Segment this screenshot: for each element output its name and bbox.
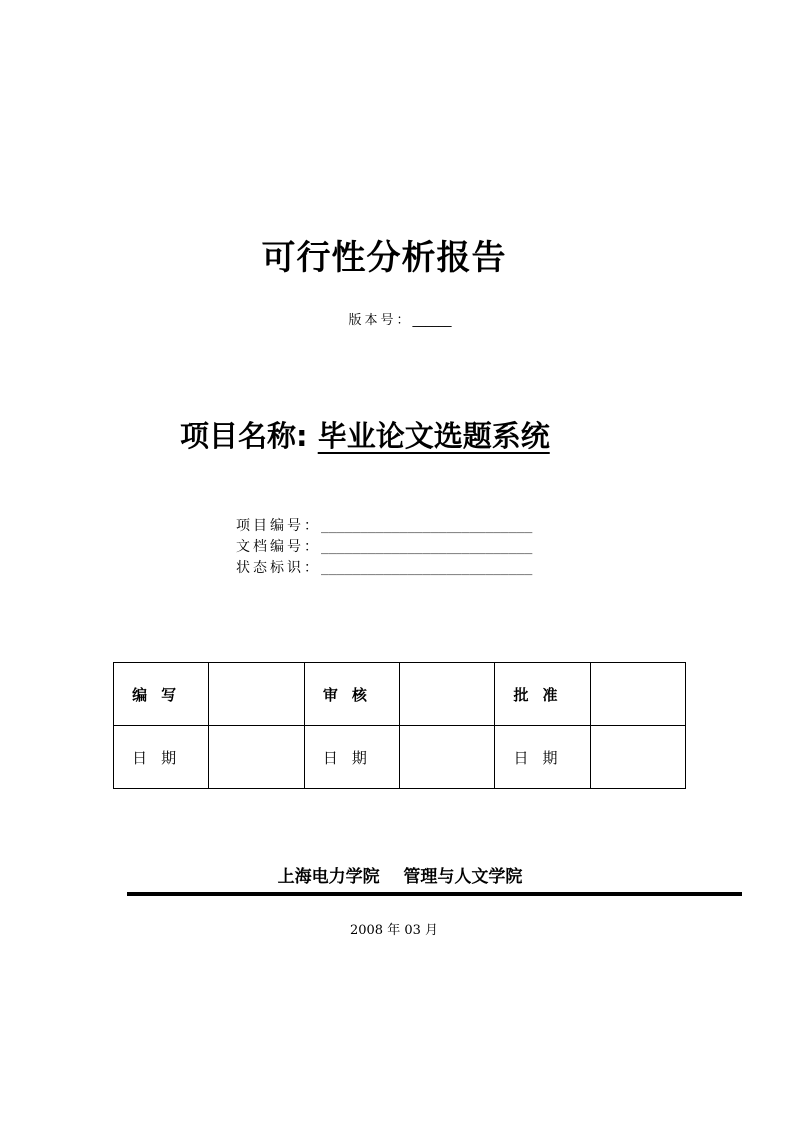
project-name-line — [180, 414, 610, 455]
meta-field-blank: ___________________________ — [321, 540, 533, 555]
document-meta-fields — [236, 516, 532, 579]
table-cell-date-value — [590, 726, 685, 789]
document-title: 可行性分析报告 — [261, 238, 507, 278]
meta-field-project-number — [236, 516, 532, 537]
table-cell-review-value — [399, 663, 494, 726]
meta-field-label: 状态标识： — [236, 560, 321, 576]
table-cell-approve-value — [590, 663, 685, 726]
table-cell-approve-label: 批准 — [495, 663, 590, 726]
version-line — [0, 309, 800, 328]
table-cell-author-value — [209, 663, 304, 726]
table-row — [114, 663, 686, 726]
meta-field-blank: ___________________________ — [321, 519, 533, 534]
signature-table — [113, 662, 686, 789]
version-label: 版本号： — [348, 313, 413, 328]
project-name-label: 项目名称: — [180, 419, 308, 453]
table-cell-date-value — [209, 726, 304, 789]
table-cell-date-label: 日期 — [114, 726, 209, 789]
meta-field-blank: ___________________________ — [321, 561, 533, 576]
footer-organization: 上海电力学院 管理与人文学院 — [277, 867, 523, 887]
project-name-value: 毕业论文选题系统 — [317, 419, 550, 453]
table-cell-author-label: 编写 — [114, 663, 209, 726]
table-row — [114, 726, 686, 789]
table-cell-review-label: 审核 — [304, 663, 399, 726]
meta-field-label: 文档编号： — [236, 539, 321, 555]
table-cell-date-label: 日期 — [304, 726, 399, 789]
version-blank: ______ — [412, 313, 452, 328]
footer-date: 2008 年 03 月 — [349, 923, 439, 938]
meta-field-status — [236, 558, 532, 579]
table-cell-date-value — [399, 726, 494, 789]
table-cell-date-label: 日期 — [495, 726, 590, 789]
meta-field-label: 项目编号： — [236, 518, 321, 534]
footer-divider — [127, 892, 742, 896]
meta-field-document-number — [236, 537, 532, 558]
